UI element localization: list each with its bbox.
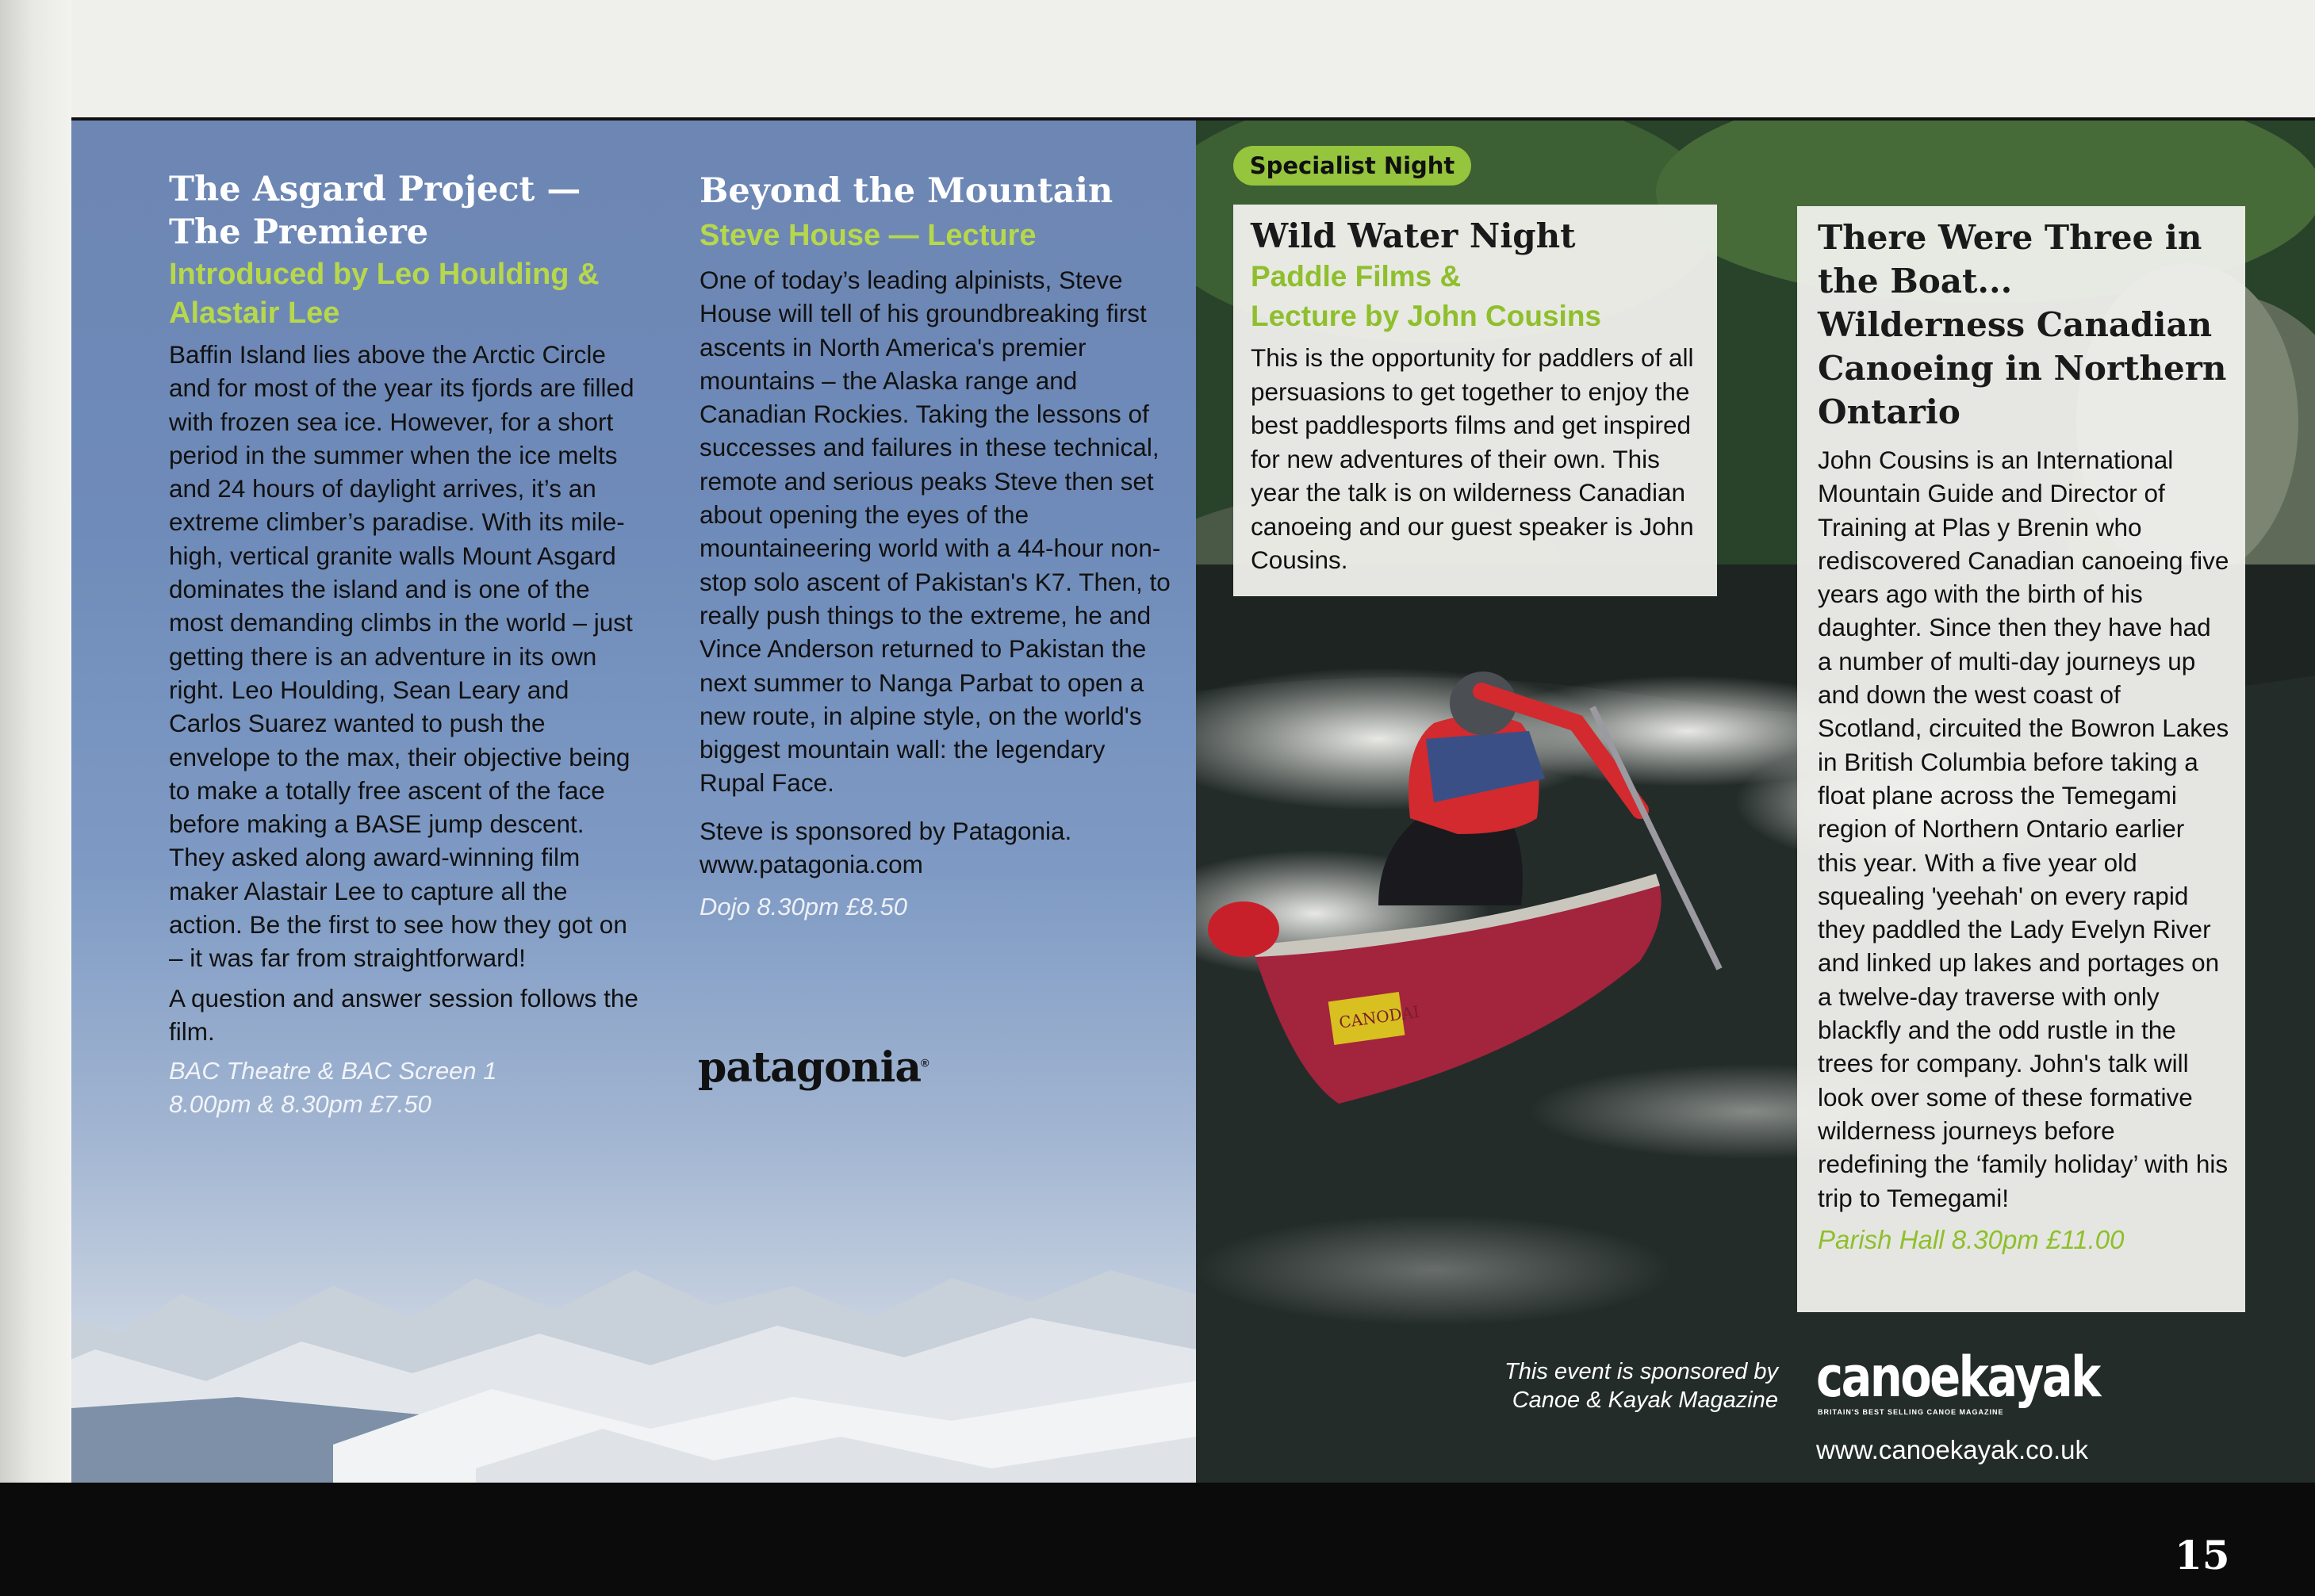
sponsor-note: This event is sponsored by Canoe & Kayak Magazine bbox=[1504, 1359, 1778, 1413]
registered-mark: ® bbox=[921, 1056, 929, 1070]
bottom-black-band bbox=[0, 1483, 2315, 1596]
beyond-body: One of today’s leading alpinists, Steve House will tell of his groundbreaking first ascents in North America's premier mountains – the Alaska range and Canadian Rockies. Taking the lessons of successes and failures in these technical, remote and serious peaks Steve then set about opening the eyes of the mountaineering world with a 44-hour non-stop solo ascent of Pakistan's K7. Then, to really push things to the extreme, he and Vince Anderson returned to Pakistan the next summer to Nanga Parbat to open a new route, in alpine style, on the world's biggest mountain wall: the legendary Rupal Face. bbox=[699, 266, 1171, 798]
book-spine bbox=[0, 0, 71, 1596]
asgard-subtitle: Introduced by Leo Houlding & Alastair Lee bbox=[169, 258, 600, 330]
snowy-mountains-illustration bbox=[0, 1230, 1196, 1484]
canoe-kayak-url[interactable]: www.canoekayak.co.uk bbox=[1816, 1435, 2089, 1464]
canoe-hull-label: CANODAI bbox=[1337, 1001, 1421, 1032]
beyond-venue: Dojo 8.30pm £8.50 bbox=[699, 893, 907, 921]
specialist-night-badge: Specialist Night bbox=[1233, 146, 1471, 186]
page-number: 15 bbox=[2175, 1532, 2230, 1579]
three-body: John Cousins is an International Mountain Guide and Director of Training at Plas y Brenin who rediscovered Canadian canoeing five years ago with the birth of his daughter. Since then they have had a number of multi-day journeys up and down the west coast of Scotland, circuited the Bowron Lakes in British Columbia before taking a float plane across the Temegami region of Northern Ontario earlier this year. With a five year old squealing 'yeehah' on every rapid they paddled the Lady Evelyn River and linked up lakes and portages on a twelve-day traverse with only blackfly and the odd rustle in the trees for company. John's talk will look over some of these formative wilderness journeys before redefining the ‘family holiday’ with his trip to Temegami! bbox=[1818, 446, 2229, 1212]
asgard-venue-line1: BAC Theatre & BAC Screen 1 bbox=[169, 1057, 497, 1085]
canoe-kayak-tagline: BRITAIN'S BEST SELLING CANOE MAGAZINE bbox=[1818, 1408, 2004, 1416]
patagonia-logo-text: patagonia bbox=[698, 1043, 922, 1092]
wild-title: Wild Water Night bbox=[1251, 216, 1576, 255]
asgard-body: Baffin Island lies above the Arctic Circle and for most of the year its fjords are filled with frozen sea ice. However, for a short period in the summer when the ice melts and 24 hours of daylight arrives, it’s an extreme climber’s paradise. With its mile-high, vertical granite walls Mount Asgard dominates the island and is one of the most demanding climbs in the world – just getting there is an adventure in its own right. Leo Houlding, Sean Leary and Carlos Suarez wanted to push the envelope to the max, their objective being to make a totally free ascent of the face before making a BASE jump descent. They asked along award-winning film maker Alastair Lee to capture all the action. Be the first to see how they got on – it was far from straightforward! bbox=[169, 340, 634, 973]
asgard-qa-note: A question and answer session follows the film. bbox=[169, 983, 638, 1046]
patagonia-logo bbox=[698, 1043, 928, 1092]
asgard-column bbox=[169, 168, 645, 1121]
beyond-column bbox=[699, 170, 1175, 924]
wild-water-box bbox=[1233, 205, 1717, 596]
three-venue: Parish Hall 8.30pm £11.00 bbox=[1818, 1224, 2125, 1254]
asgard-venue-line2: 8.00pm & 8.30pm £7.50 bbox=[169, 1090, 431, 1119]
asgard-title: The Asgard Project — The Premiere bbox=[169, 170, 581, 252]
wild-subtitle-line2: Lecture by John Cousins bbox=[1251, 300, 1602, 332]
wild-subtitle-line1: Paddle Films & bbox=[1251, 260, 1462, 293]
asgard-venue bbox=[169, 1054, 645, 1121]
scan-background bbox=[0, 0, 2315, 119]
beyond-sponsor: Steve is sponsored by Patagonia. www.patagonia.com bbox=[699, 816, 1072, 879]
wild-body: This is the opportunity for paddlers of all persuasions to get together to enjoy the best paddlesports films and get inspired for new adventures of their own. This year the talk is on wilderness Canadian canoeing and our guest speaker is John Cousins. bbox=[1251, 343, 1694, 574]
three-in-boat-box bbox=[1797, 206, 2245, 1312]
canoe-kayak-logo: canoekayak bbox=[1816, 1345, 2099, 1410]
beyond-title: Beyond the Mountain bbox=[699, 171, 1113, 211]
beyond-subtitle: Steve House — Lecture bbox=[699, 219, 1037, 252]
three-title: There Were Three in the Boat... Wilderness Canadian Canoeing in Northern Ontario bbox=[1818, 218, 2227, 431]
